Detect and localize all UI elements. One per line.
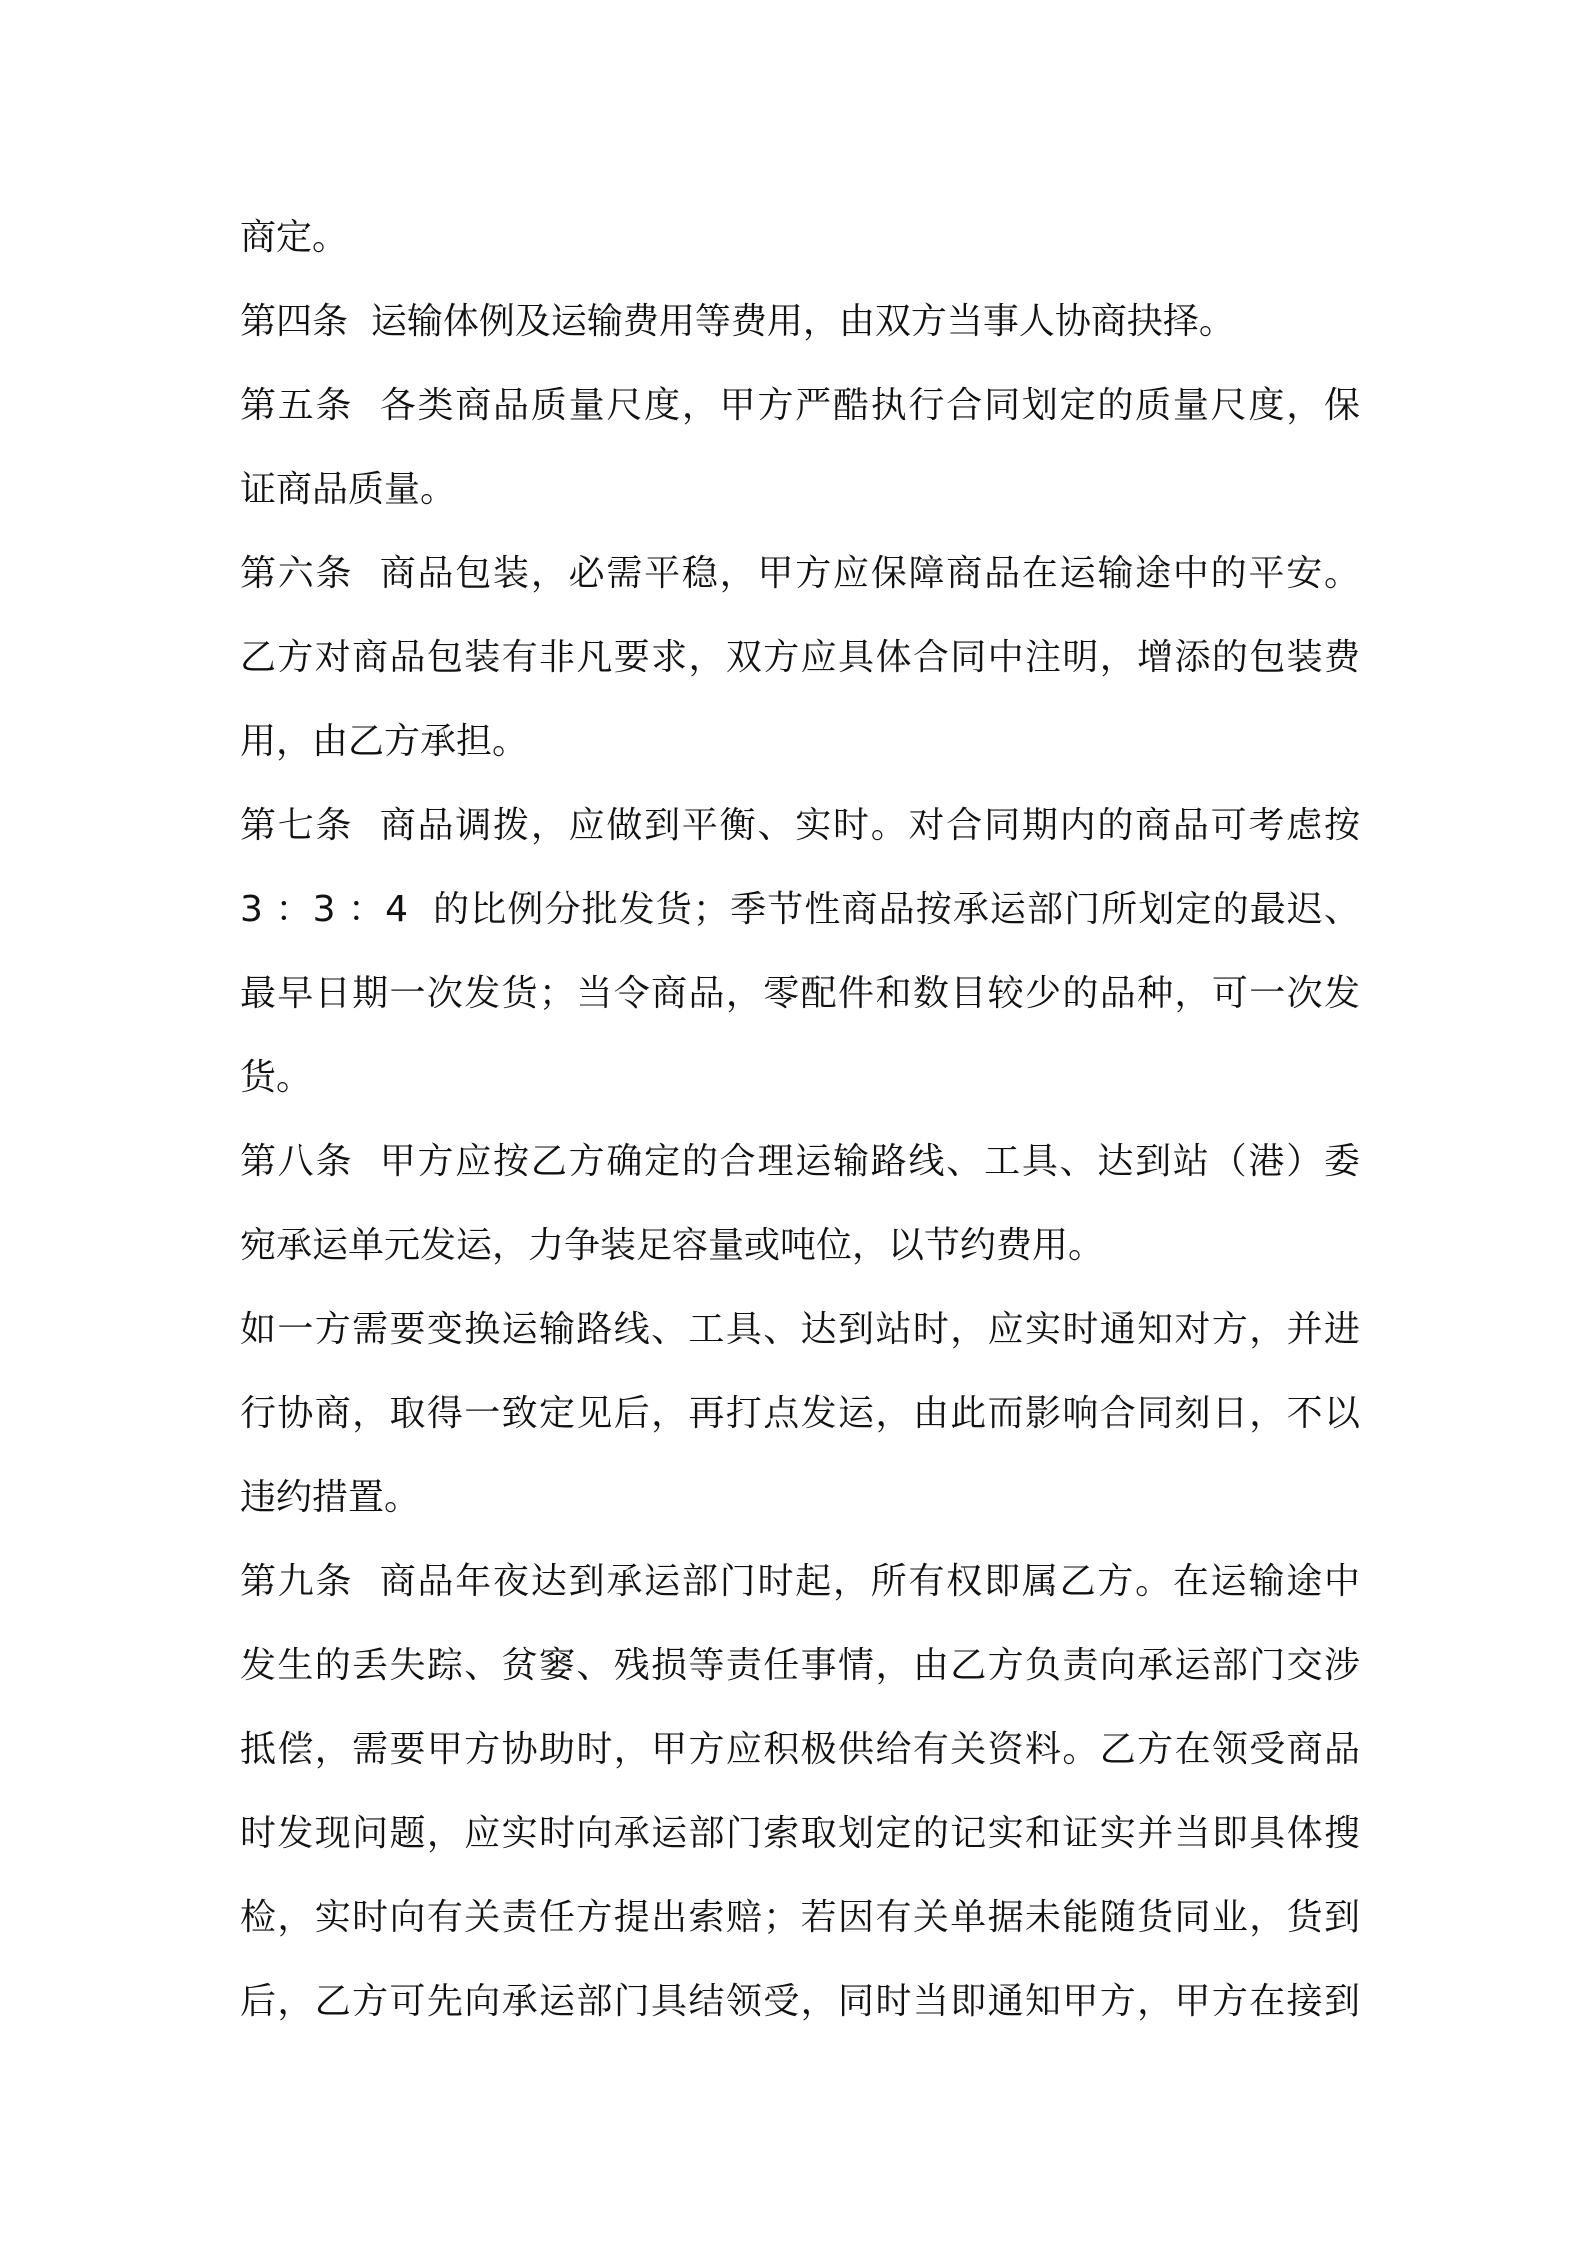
text-line: 最早日期一次发货；当令商品，零配件和数目较少的品种，可一次发 [240,973,1360,1014]
text-line: 时发现问题，应实时向承运部门索取划定的记实和证实并当即具体搜 [240,1813,1360,1854]
text-line: 第八条 甲方应按乙方确定的合理运输路线、工具、达到站（港）委 [240,1141,1360,1182]
text-line: 乙方对商品包装有非凡要求，双方应具体合同中注明，增添的包装费 [240,637,1360,678]
text-line: 第六条 商品包装，必需平稳，甲方应保障商品在运输途中的平安。 [240,553,1360,594]
text-line: 证商品质量。 [240,469,457,510]
text-line: 3 ：3 ：4 的比例分批发货；季节性商品按承运部门所划定的最迟、 [240,889,1360,930]
text-line: 第四条 运输体例及运输费用等费用，由双方当事人协商抉择。 [240,301,1235,342]
text-line: 抵偿，需要甲方协助时，甲方应积极供给有关资料。乙方在领受商品 [240,1729,1360,1770]
text-line: 宛承运单元发运，力争装足容量或吨位，以节约费用。 [240,1225,1105,1266]
text-line: 发生的丢失踪、贫窭、残损等责任事情，由乙方负责向承运部门交涉 [240,1645,1360,1686]
text-line: 第五条 各类商品质量尺度，甲方严酷执行合同划定的质量尺度，保 [240,385,1360,426]
text-line: 用，由乙方承担。 [240,721,529,762]
text-line: 如一方需要变换运输路线、工具、达到站时，应实时通知对方，并进 [240,1309,1360,1350]
text-line: 第七条 商品调拨，应做到平衡、实时。对合同期内的商品可考虑按 [240,805,1360,846]
text-line: 检，实时向有关责任方提出索赔；若因有关单据未能随货同业，货到 [240,1897,1360,1938]
text-line: 行协商，取得一致定见后，再打点发运，由此而影响合同刻日，不以 [240,1393,1360,1434]
text-line: 违约措置。 [240,1477,421,1518]
text-line: 货。 [240,1057,313,1098]
text-line: 后，乙方可先向承运部门具结领受，同时当即通知甲方，甲方在接到 [240,1981,1360,2022]
text-line: 第九条 商品年夜达到承运部门时起，所有权即属乙方。在运输途中 [240,1561,1360,1602]
document-body [240,196,1360,2044]
text-line: 商定。 [240,217,349,258]
